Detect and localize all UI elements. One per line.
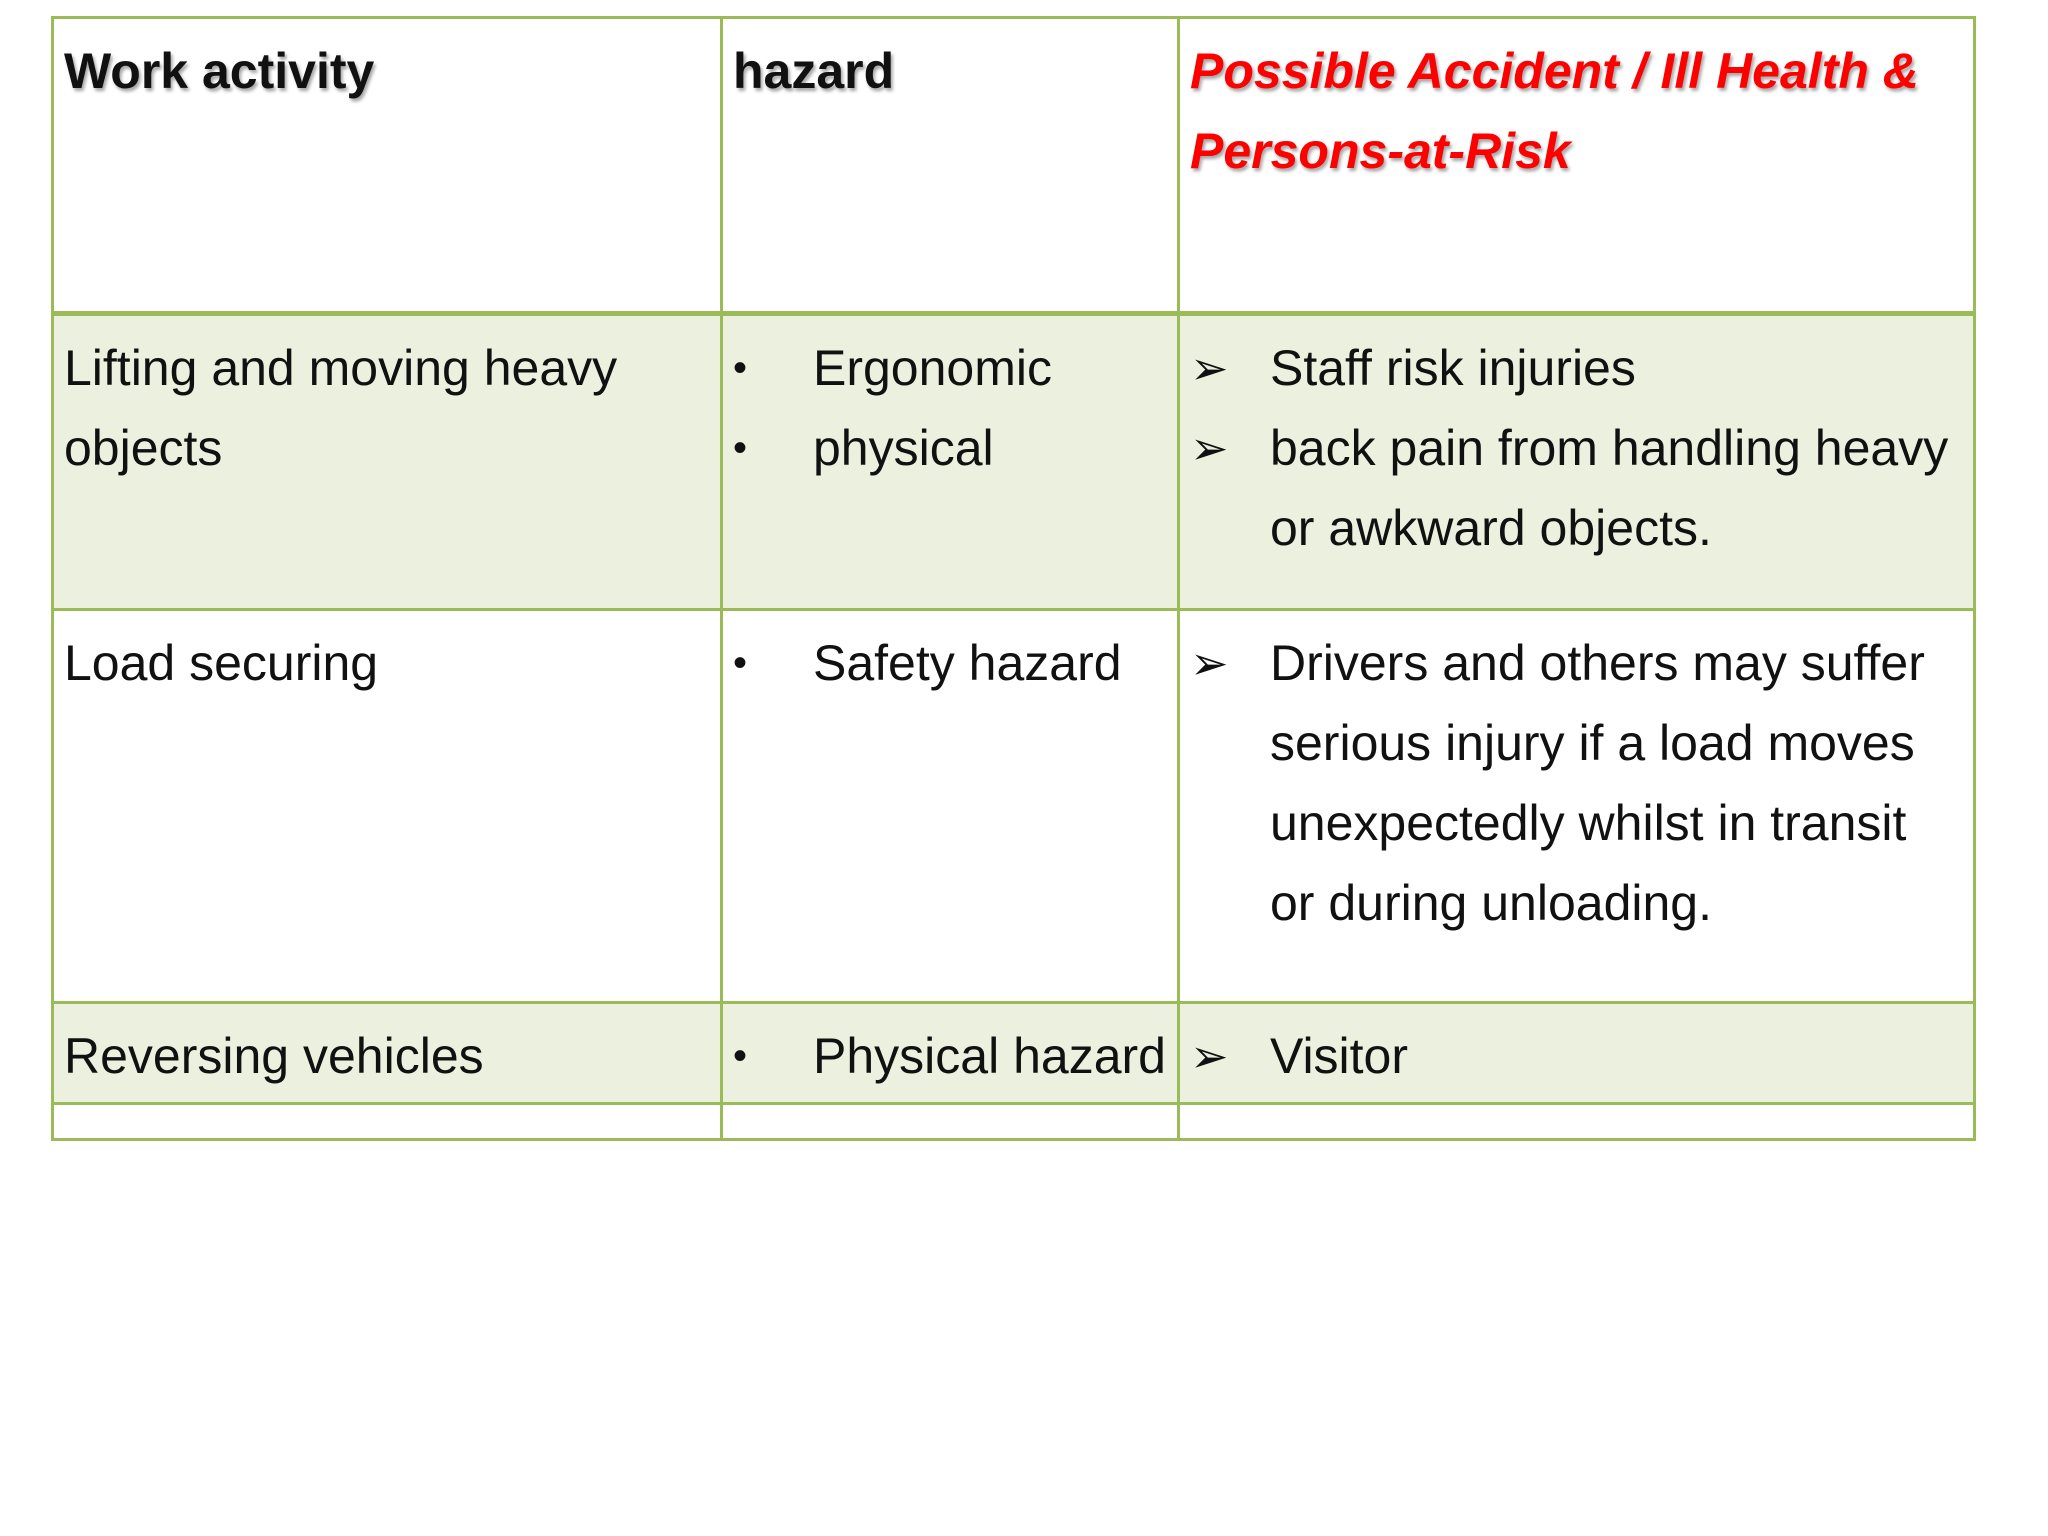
- header-hazard: hazard: [722, 18, 1179, 314]
- risk-text: Drivers and others may suffer serious injury if a load moves unexpectedly whilst in transit or during unloading.: [1270, 635, 1925, 931]
- risk-cell: [1179, 314, 1975, 610]
- arrow-bullet-icon: ➢: [1190, 342, 1229, 394]
- hazard-cell: [722, 1003, 1179, 1104]
- bullet-icon: •: [733, 1034, 748, 1078]
- risk-list: [1190, 1016, 1963, 1096]
- risk-cell: [1179, 1003, 1975, 1104]
- table-row: [53, 1003, 1975, 1104]
- risk-cell: [1179, 610, 1975, 1003]
- risk-text: Staff risk injuries: [1270, 340, 1636, 396]
- risk-list: [1190, 623, 1963, 943]
- hazard-text: Safety hazard: [813, 635, 1122, 691]
- table-row: [53, 314, 1975, 610]
- arrow-bullet-icon: ➢: [1190, 637, 1229, 689]
- risk-assessment-table: [51, 16, 1976, 1141]
- risk-text: back pain from handling heavy or awkward objects.: [1270, 420, 1949, 556]
- hazard-text: Physical hazard: [813, 1028, 1166, 1084]
- hazard-text: Ergonomic: [813, 340, 1052, 396]
- empty-cell: [53, 1104, 722, 1140]
- empty-table-row: [53, 1104, 1975, 1140]
- activity-text: Reversing vehicles: [64, 1028, 484, 1084]
- table-row: [53, 610, 1975, 1003]
- hazard-list: [733, 328, 1167, 488]
- empty-cell: [722, 1104, 1179, 1140]
- list-item: [1190, 1016, 1963, 1096]
- list-item: [1190, 328, 1963, 408]
- arrow-bullet-icon: ➢: [1190, 1030, 1229, 1082]
- list-item: [733, 328, 1167, 408]
- arrow-bullet-icon: ➢: [1190, 422, 1229, 474]
- activity-text: Load securing: [64, 635, 379, 691]
- list-item: [733, 408, 1167, 488]
- risk-text: Visitor: [1270, 1028, 1409, 1084]
- table-header-row: [53, 18, 1975, 314]
- header-work-activity: Work activity: [53, 18, 722, 314]
- hazard-list: [733, 623, 1167, 703]
- list-item: [733, 623, 1167, 703]
- bullet-icon: •: [733, 346, 748, 390]
- list-item: [1190, 623, 1963, 943]
- activity-cell: [53, 314, 722, 610]
- hazard-cell: [722, 610, 1179, 1003]
- bullet-icon: •: [733, 641, 748, 685]
- list-item: [1190, 408, 1963, 568]
- activity-cell: [53, 1003, 722, 1104]
- hazard-list: [733, 1016, 1167, 1096]
- list-item: [733, 1016, 1167, 1096]
- hazard-cell: [722, 314, 1179, 610]
- bullet-icon: •: [733, 426, 748, 470]
- hazard-text: physical: [813, 420, 994, 476]
- header-possible-accident: Possible Accident / Ill Health & Persons-at-Risk: [1179, 18, 1975, 314]
- activity-cell: [53, 610, 722, 1003]
- activity-text: Lifting and moving heavy objects: [64, 340, 618, 476]
- empty-cell: [1179, 1104, 1975, 1140]
- risk-list: [1190, 328, 1963, 568]
